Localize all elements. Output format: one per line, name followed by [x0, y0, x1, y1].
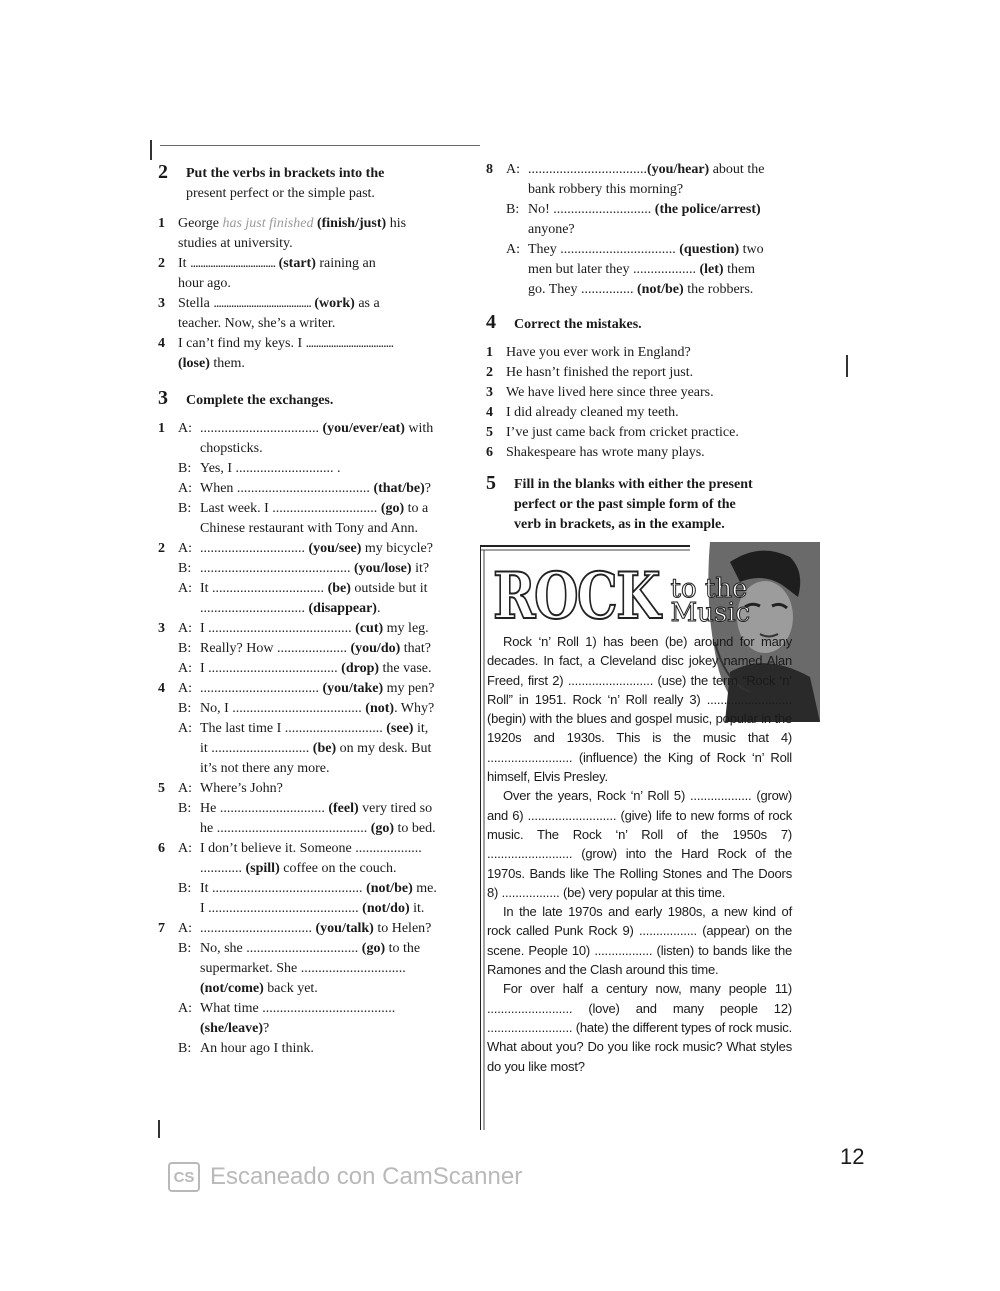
item-number: 1	[158, 216, 165, 231]
example-answer: has just finished	[222, 216, 314, 231]
line-text: chopsticks.	[200, 441, 263, 456]
exchange-line	[158, 1039, 468, 1059]
line-text: to bed.	[394, 821, 436, 836]
verb-hint: (drop)	[337, 661, 380, 676]
speaker-label: B:	[178, 561, 192, 576]
line-text: about the	[709, 162, 765, 177]
exchange-number	[158, 639, 178, 659]
line-text: to a	[404, 501, 429, 516]
exchange-line	[158, 959, 468, 979]
line-text: two	[739, 242, 764, 257]
line-text: my leg.	[383, 621, 429, 636]
line-text: it?	[411, 561, 430, 576]
section-2-header	[158, 162, 468, 204]
speaker-label	[178, 899, 200, 919]
item-text: teacher. Now, she’s a writer.	[178, 316, 336, 331]
line-text: ..................................	[200, 421, 319, 436]
item-text: I did already cleaned my teeth.	[506, 405, 679, 420]
exchange-line	[158, 999, 468, 1019]
speaker-label: A:	[178, 481, 192, 496]
exchange-line	[158, 979, 468, 999]
exchange-number	[158, 659, 178, 679]
exchange-line	[486, 180, 776, 200]
left-column	[158, 162, 468, 1059]
exchange-line	[486, 260, 776, 280]
line-text: men but later they ..................	[528, 262, 696, 277]
line-text: What time ......................................	[200, 1001, 396, 1016]
speaker-label: A:	[506, 162, 520, 177]
exchange-line	[158, 619, 468, 639]
right-column	[486, 160, 776, 535]
speaker-label: B:	[178, 881, 192, 896]
speaker-label: A:	[506, 242, 520, 257]
exchange-number	[158, 1019, 178, 1039]
verb-hint: (question)	[675, 242, 740, 257]
exchange-number	[158, 439, 178, 459]
line-text: the robbers.	[683, 282, 754, 297]
exchange-number	[486, 240, 506, 260]
verb-hint: (not/be)	[633, 282, 684, 297]
verb-hint: (you/hear)	[647, 162, 710, 177]
top-rule-left	[160, 145, 480, 146]
exchange-number: 1	[158, 421, 165, 436]
line-text: my bicycle?	[361, 541, 433, 556]
line-text: They .................................	[528, 242, 676, 257]
speaker-label: B:	[506, 202, 520, 217]
exchange-line	[158, 819, 468, 839]
speaker-label: A:	[178, 841, 192, 856]
speaker-label: B:	[178, 801, 192, 816]
line-text: Really? How ....................	[200, 641, 347, 656]
exchange-number	[158, 479, 178, 499]
exchange-number	[158, 879, 178, 899]
item-number: 3	[486, 385, 493, 400]
verb-hint: (you/lose)	[350, 561, 412, 576]
camscanner-logo-icon: CS	[168, 1162, 200, 1192]
rock-title-small-1: to the	[670, 574, 748, 604]
exchange-number	[486, 200, 506, 220]
exchange-number	[158, 799, 178, 819]
line-text: bank robbery this morning?	[528, 182, 684, 197]
answer-blank[interactable]: .......................................	[213, 296, 311, 311]
verb-hint: (you/talk)	[312, 921, 374, 936]
section-5-title-line1: Fill in the blanks with either the present	[514, 477, 753, 492]
line-text: I .....................................	[200, 661, 338, 676]
verb-hint: (you/see)	[305, 541, 362, 556]
exchange-line	[158, 539, 468, 559]
speaker-label: A:	[178, 921, 192, 936]
exchange-line	[486, 200, 776, 220]
exchange-number: 3	[158, 621, 165, 636]
verb-hint: (go)	[367, 821, 395, 836]
exchange-line	[158, 579, 468, 599]
verb-hint: (disappear)	[305, 601, 377, 616]
line-text: ..................................	[528, 162, 647, 177]
page-number: 12	[840, 1144, 865, 1169]
speaker-label	[178, 519, 200, 539]
exchange-number	[158, 499, 178, 519]
section-2-items	[158, 214, 468, 374]
s2-item-2	[158, 254, 468, 294]
exchange-line	[158, 719, 468, 739]
exchange-number	[158, 719, 178, 739]
speaker-label: A:	[178, 541, 192, 556]
line-text: ?	[424, 481, 431, 496]
rock-paragraph-1: Rock ‘n’ Roll 1) has been (be) around for many decades. In fact, a Cleveland disc jokey named Alan Freed, first 2) ......................... (use) the term “Rock ‘n’ Roll” in 1951. Rock ‘n’ Roll really 3) ......................... (begin) with the blues and gospel music, popular in the 1920s and 1930s. This is the music that 4) ......................... (influence) the King of Rock ‘n’ Roll himself, Elvis Presley.	[487, 634, 792, 785]
section-4-items	[486, 343, 776, 463]
line-text: me.	[412, 881, 437, 896]
verb-hint: (not/come)	[200, 981, 264, 996]
item-number: 3	[158, 296, 165, 311]
verb-hint: (lose)	[178, 356, 210, 371]
line-text: that?	[400, 641, 431, 656]
item-text: them.	[209, 356, 245, 371]
exchange-line	[158, 1019, 468, 1039]
item-text: Stella	[178, 296, 214, 311]
section-5-title-line3: verb in brackets, as in the example.	[514, 517, 725, 532]
item-text: I’ve just came back from cricket practice.	[506, 425, 739, 440]
exchange-line	[158, 499, 468, 519]
section-4-header	[486, 312, 776, 335]
speaker-label: B:	[178, 501, 192, 516]
exchange-number	[158, 819, 178, 839]
verb-hint: (not)	[361, 701, 395, 716]
exchange-line	[158, 679, 468, 699]
section-2-number: 2	[158, 161, 168, 183]
speaker-label	[178, 819, 200, 839]
line-text: them	[723, 262, 756, 277]
section-4-title: Correct the mistakes.	[514, 317, 642, 332]
section-3-exchanges	[158, 419, 468, 1059]
line-text: ..............................	[200, 601, 305, 616]
line-text: with	[404, 421, 434, 436]
line-text: to Helen?	[373, 921, 432, 936]
verb-hint: (be)	[309, 741, 337, 756]
rock-title-big: ROCK	[493, 559, 659, 634]
item-text: He hasn’t finished the report just.	[506, 365, 694, 380]
exchange-line	[158, 519, 468, 539]
exchange-number	[158, 999, 178, 1019]
verb-hint: (cut)	[351, 621, 384, 636]
exchange-line	[158, 599, 468, 619]
speaker-label	[506, 260, 528, 280]
exchange-number	[158, 939, 178, 959]
answer-blank[interactable]: ..................................	[190, 256, 276, 271]
line-text: he ...........................................	[200, 821, 368, 836]
item-number: 1	[486, 345, 493, 360]
speaker-label	[178, 1019, 200, 1039]
section-5-number: 5	[486, 472, 496, 494]
item-text: hour ago.	[178, 276, 231, 291]
item-text: studies at university.	[178, 236, 293, 251]
answer-blank[interactable]: ...................................	[305, 336, 394, 351]
speaker-label	[506, 180, 528, 200]
line-text: I don’t believe it. Someone ...................	[200, 841, 422, 856]
verb-hint: (she/leave)	[200, 1021, 263, 1036]
exchange-line	[486, 220, 776, 240]
s4-item	[486, 443, 776, 463]
exchange-line	[158, 859, 468, 879]
exchange-number	[158, 519, 178, 539]
speaker-label	[178, 959, 200, 979]
item-number: 2	[486, 365, 493, 380]
line-text: When ......................................	[200, 481, 370, 496]
exchange-number: 7	[158, 921, 165, 936]
line-text: Chinese restaurant with Tony and Ann.	[200, 521, 419, 536]
s4-item	[486, 363, 776, 383]
speaker-label: A:	[178, 421, 192, 436]
verb-hint: (feel)	[324, 801, 359, 816]
item-text: raining an	[315, 256, 376, 271]
verb-hint: (be)	[324, 581, 351, 596]
speaker-label: B:	[178, 941, 192, 956]
exchange-line	[486, 240, 776, 260]
verb-hint: (you/ever/eat)	[319, 421, 405, 436]
section-2-title-line2: present perfect or the simple past.	[186, 186, 375, 201]
exchange-line	[158, 739, 468, 759]
item-text: as a	[354, 296, 380, 311]
s4-item	[486, 423, 776, 443]
exchange-line	[158, 919, 468, 939]
speaker-label	[178, 759, 200, 779]
item-text: Have you ever work in England?	[506, 345, 691, 360]
item-text: We have lived here since three years.	[506, 385, 714, 400]
verb-hint: (not/be)	[362, 881, 413, 896]
section-2-title-line1: Put the verbs in brackets into the	[186, 166, 385, 181]
exchange-number: 5	[158, 781, 165, 796]
item-text: Shakespeare has wrote many plays.	[506, 445, 705, 460]
speaker-label	[506, 220, 528, 240]
rock-article-text	[487, 632, 792, 1076]
line-text: It ...........................................	[200, 881, 363, 896]
line-text: It ................................	[200, 581, 325, 596]
verb-hint: (you/do)	[346, 641, 401, 656]
line-text: the vase.	[379, 661, 432, 676]
line-text: ............	[200, 861, 242, 876]
exchange-number	[158, 739, 178, 759]
item-number: 2	[158, 256, 165, 271]
item-number: 4	[158, 336, 165, 351]
exchange-line	[158, 459, 468, 479]
line-text: back yet.	[263, 981, 318, 996]
line-text: No, she ................................	[200, 941, 359, 956]
verb-hint: (start)	[275, 256, 316, 271]
verb-hint: (not/do)	[358, 901, 410, 916]
line-text: on my desk. But	[336, 741, 432, 756]
exchange-number: 2	[158, 541, 165, 556]
item-number: 4	[486, 405, 493, 420]
exchange-line	[158, 479, 468, 499]
verb-hint: (that/be)	[369, 481, 425, 496]
exchange-line	[158, 639, 468, 659]
exchange-number	[158, 899, 178, 919]
speaker-label: A:	[178, 661, 192, 676]
line-text: it,	[413, 721, 429, 736]
exchange-number	[486, 180, 506, 200]
line-text: No, I .....................................	[200, 701, 362, 716]
exchange-line	[158, 559, 468, 579]
line-text: go. They ...............	[528, 282, 634, 297]
top-left-corner	[150, 140, 152, 160]
section-5-title-line2: perfect or the past simple form of the	[514, 497, 736, 512]
exchange-number	[486, 220, 506, 240]
exchange-line	[486, 280, 776, 300]
line-text: outside but it	[350, 581, 428, 596]
s4-item	[486, 383, 776, 403]
speaker-label: A:	[178, 721, 192, 736]
speaker-label	[506, 280, 528, 300]
exchange-number	[486, 280, 506, 300]
line-text: coffee on the couch.	[279, 861, 397, 876]
speaker-label: A:	[178, 581, 192, 596]
s2-item-3	[158, 294, 468, 334]
exchange-number	[158, 979, 178, 999]
verb-hint: (spill)	[242, 861, 280, 876]
line-text: my pen?	[383, 681, 435, 696]
camscanner-watermark	[168, 1162, 522, 1192]
exchange-number	[158, 579, 178, 599]
speaker-label: B:	[178, 641, 192, 656]
line-text: Where’s John?	[200, 781, 283, 796]
exchange-line	[158, 939, 468, 959]
exchange-number: 6	[158, 841, 165, 856]
s2-item-1	[158, 214, 468, 254]
s4-item	[486, 403, 776, 423]
exchange-number	[158, 599, 178, 619]
exchange-number	[158, 699, 178, 719]
verb-hint: (finish/just)	[313, 216, 387, 231]
exchange-line	[158, 899, 468, 919]
line-text: I ...........................................	[200, 901, 359, 916]
item-number: 6	[486, 445, 493, 460]
exchange-number	[158, 859, 178, 879]
exchange-number	[158, 559, 178, 579]
speaker-label: A:	[178, 681, 192, 696]
exchange-line	[158, 699, 468, 719]
speaker-label	[178, 739, 200, 759]
speaker-label: B:	[178, 461, 192, 476]
line-text: ?	[262, 1021, 270, 1036]
speaker-label: A:	[178, 781, 192, 796]
exchange-line	[158, 879, 468, 899]
line-text: I .........................................	[200, 621, 352, 636]
exchange-number	[158, 759, 178, 779]
line-text: The last time I ............................	[200, 721, 383, 736]
speaker-label	[178, 599, 200, 619]
watermark-text: Escaneado con CamScanner	[210, 1163, 523, 1190]
line-text: it.	[409, 901, 425, 916]
exchange-number	[158, 459, 178, 479]
verb-hint: (go)	[377, 501, 405, 516]
line-text: Last week. I ..............................	[200, 501, 378, 516]
s2-item-4	[158, 334, 468, 374]
item-text: his	[386, 216, 407, 231]
line-text: very tired so	[358, 801, 433, 816]
verb-hint: (work)	[310, 296, 355, 311]
rock-paragraph-4: For over half a century now, many people 11) ......................... (love) and many people 12) ......................... (hate) the different types of rock music. What about you? Do you like rock music? What styles do you like most?	[487, 981, 792, 1074]
section-3-exchange-8	[486, 160, 776, 300]
exchange-line	[158, 659, 468, 679]
bottom-left-mark	[158, 1120, 160, 1138]
line-text: .	[376, 601, 381, 616]
exchange-number	[486, 260, 506, 280]
verb-hint: (see)	[382, 721, 414, 736]
speaker-label: A:	[178, 1001, 192, 1016]
exchange-line	[158, 799, 468, 819]
exchange-number: 4	[158, 681, 165, 696]
rock-title-small-2: Music	[670, 598, 751, 628]
line-text: ..............................	[200, 541, 305, 556]
section-3-number: 3	[158, 387, 168, 409]
section-4-number: 4	[486, 311, 496, 333]
rock-paragraph-3: In the late 1970s and early 1980s, a new kind of rock called Punk Rock 9) ................. (appear) on the scene. People 10) ................. (listen) to bands like the Ramones and the Clash around this time.	[487, 904, 792, 978]
line-text: ..................................	[200, 681, 319, 696]
item-text: George	[178, 216, 223, 231]
s4-item	[486, 343, 776, 363]
right-edge-mark	[846, 355, 848, 377]
speaker-label	[178, 979, 200, 999]
verb-hint: (you/take)	[319, 681, 384, 696]
exchange-number: 8	[486, 162, 493, 177]
exchange-number	[158, 1039, 178, 1059]
line-text: ................................	[200, 921, 312, 936]
exchange-line	[158, 759, 468, 779]
verb-hint: (let)	[695, 262, 724, 277]
exchange-line	[158, 419, 468, 439]
speaker-label: B:	[178, 1041, 192, 1056]
line-text: No! ............................	[528, 202, 652, 217]
exchange-line	[158, 839, 468, 859]
speaker-label	[178, 439, 200, 459]
exchange-number	[158, 959, 178, 979]
line-text: An hour ago I think.	[200, 1041, 314, 1056]
section-3-header	[158, 388, 468, 411]
rock-title	[493, 559, 751, 634]
item-text: It	[178, 256, 191, 271]
speaker-label	[178, 859, 200, 879]
line-text: anyone?	[528, 222, 575, 237]
rock-paragraph-2: Over the years, Rock ‘n’ Roll 5) .................. (grow) and 6) .......................... (give) life to new forms of rock music. The Rock ‘n’ Roll of the 1950s 7) ......................... (grow) into the Hard Rock of the 1970s. Bands like The Rolling Stones and The Doors 8) ................. (be) very popular at this time.	[487, 788, 792, 900]
exchange-line	[158, 439, 468, 459]
item-number: 5	[486, 425, 493, 440]
verb-hint: (the police/arrest)	[651, 202, 761, 217]
section-5-header	[486, 473, 776, 535]
line-text: it ............................	[200, 741, 310, 756]
speaker-label: B:	[178, 701, 192, 716]
line-text: ...........................................	[200, 561, 351, 576]
line-text: to the	[385, 941, 421, 956]
line-text: He ..............................	[200, 801, 325, 816]
line-text: supermarket. She ..............................	[200, 961, 406, 976]
speaker-label: A:	[178, 621, 192, 636]
line-text: . Why?	[394, 701, 435, 716]
item-text: I can’t find my keys. I	[178, 336, 306, 351]
verb-hint: (go)	[358, 941, 386, 956]
line-text: it’s not there any more.	[200, 761, 330, 776]
line-text: Yes, I ............................ .	[200, 461, 341, 476]
exchange-line	[158, 779, 468, 799]
section-3-title: Complete the exchanges.	[186, 393, 334, 408]
exchange-line	[486, 160, 776, 180]
